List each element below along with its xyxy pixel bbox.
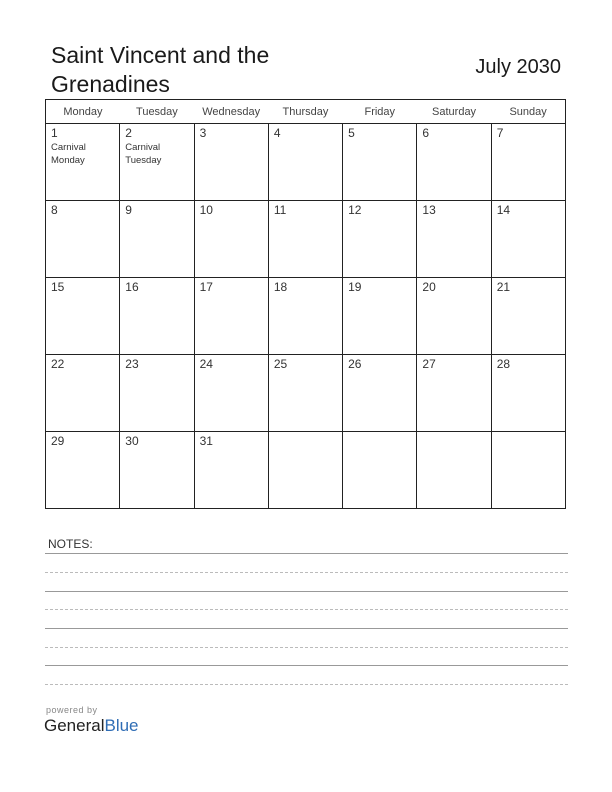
holiday-label: Carnival Tuesday (125, 142, 162, 166)
logo-blue: Blue (104, 716, 139, 735)
calendar-day-cell (343, 124, 417, 201)
day-number: 21 (496, 280, 511, 294)
calendar-day-cell (120, 278, 194, 355)
calendar-day-cell (194, 201, 268, 278)
calendar-day-cell (120, 432, 194, 509)
day-number: 16 (125, 280, 139, 294)
day-number: 13 (422, 203, 436, 217)
calendar-day-cell (46, 201, 120, 278)
day-number: 28 (496, 357, 511, 371)
day-number: 17 (199, 280, 213, 294)
calendar-day-cell (417, 278, 491, 355)
day-number: 14 (496, 203, 511, 217)
day-number: 22 (51, 357, 65, 371)
calendar-day-cell (417, 355, 491, 432)
calendar-month-year: July 2030 (475, 56, 561, 78)
calendar-week-row (46, 278, 566, 355)
calendar-day-cell (194, 432, 268, 509)
day-number: 26 (348, 357, 362, 371)
day-number: 25 (273, 357, 288, 371)
note-line (45, 553, 568, 554)
notes-label: NOTES: (48, 537, 93, 551)
calendar-day-cell (491, 278, 565, 355)
calendar-week-row (46, 201, 566, 278)
day-number: 23 (125, 357, 139, 371)
holiday-label: Carnival Monday (51, 142, 86, 166)
calendar-day-cell (120, 201, 194, 278)
day-number: 29 (51, 434, 65, 448)
weekday-header-row (46, 100, 566, 124)
weekday-header: Tuesday (120, 100, 194, 124)
day-number: 4 (273, 126, 281, 140)
powered-by-text: powered by (46, 705, 98, 715)
day-number: 2 (125, 126, 132, 140)
calendar-country-title: Saint Vincent and the Grenadines (51, 42, 270, 97)
day-number: 1 (51, 126, 58, 140)
calendar-day-cell (343, 432, 417, 509)
calendar-day-cell (194, 124, 268, 201)
day-number: 10 (199, 203, 213, 217)
generalblue-logo (44, 716, 139, 736)
day-number: 24 (199, 357, 213, 371)
calendar-day-cell (120, 355, 194, 432)
weekday-header: Friday (343, 100, 417, 124)
day-number: 20 (422, 280, 436, 294)
calendar-day-cell (417, 124, 491, 201)
calendar-week-row (46, 432, 566, 509)
weekday-header: Wednesday (194, 100, 268, 124)
calendar-day-cell (417, 201, 491, 278)
calendar-day-cell (268, 355, 342, 432)
calendar-day-cell (268, 432, 342, 509)
calendar-day-cell (343, 355, 417, 432)
calendar-day-cell (491, 432, 565, 509)
weekday-header: Sunday (491, 100, 565, 124)
calendar-day-cell (268, 124, 342, 201)
day-number: 19 (348, 280, 362, 294)
day-number: 5 (348, 126, 355, 140)
calendar-day-cell (491, 201, 565, 278)
calendar-week-row (46, 355, 566, 432)
day-number: 31 (199, 434, 213, 448)
day-number: 12 (348, 203, 362, 217)
calendar-week-row (46, 124, 566, 201)
calendar-day-cell (268, 201, 342, 278)
day-number: 18 (273, 280, 288, 294)
day-number: 15 (51, 280, 65, 294)
logo-general: General (44, 716, 105, 735)
note-line (45, 684, 568, 685)
note-line (45, 591, 568, 592)
calendar-day-cell (343, 201, 417, 278)
calendar-day-cell (46, 432, 120, 509)
note-line (45, 609, 568, 610)
calendar-day-cell (46, 124, 120, 201)
note-line (45, 647, 568, 648)
calendar-day-cell (491, 124, 565, 201)
day-number: 27 (422, 357, 436, 371)
calendar-day-cell (343, 278, 417, 355)
calendar-day-cell (268, 278, 342, 355)
calendar-day-cell (194, 278, 268, 355)
calendar-day-cell (46, 355, 120, 432)
day-number: 6 (422, 126, 430, 140)
note-line (45, 628, 568, 629)
calendar-day-cell (194, 355, 268, 432)
calendar-day-cell (491, 355, 565, 432)
day-number: 11 (273, 203, 287, 217)
weekday-header: Thursday (268, 100, 342, 124)
day-number: 7 (496, 126, 504, 140)
calendar-grid (45, 99, 566, 509)
calendar-day-cell (417, 432, 491, 509)
weekday-header: Monday (46, 100, 120, 124)
weekday-header: Saturday (417, 100, 491, 124)
day-number: 30 (125, 434, 139, 448)
calendar-day-cell (46, 278, 120, 355)
note-line (45, 572, 568, 573)
day-number: 9 (125, 203, 132, 217)
day-number: 3 (199, 126, 207, 140)
day-number: 8 (51, 203, 58, 217)
note-line (45, 665, 568, 666)
calendar-day-cell (120, 124, 194, 201)
